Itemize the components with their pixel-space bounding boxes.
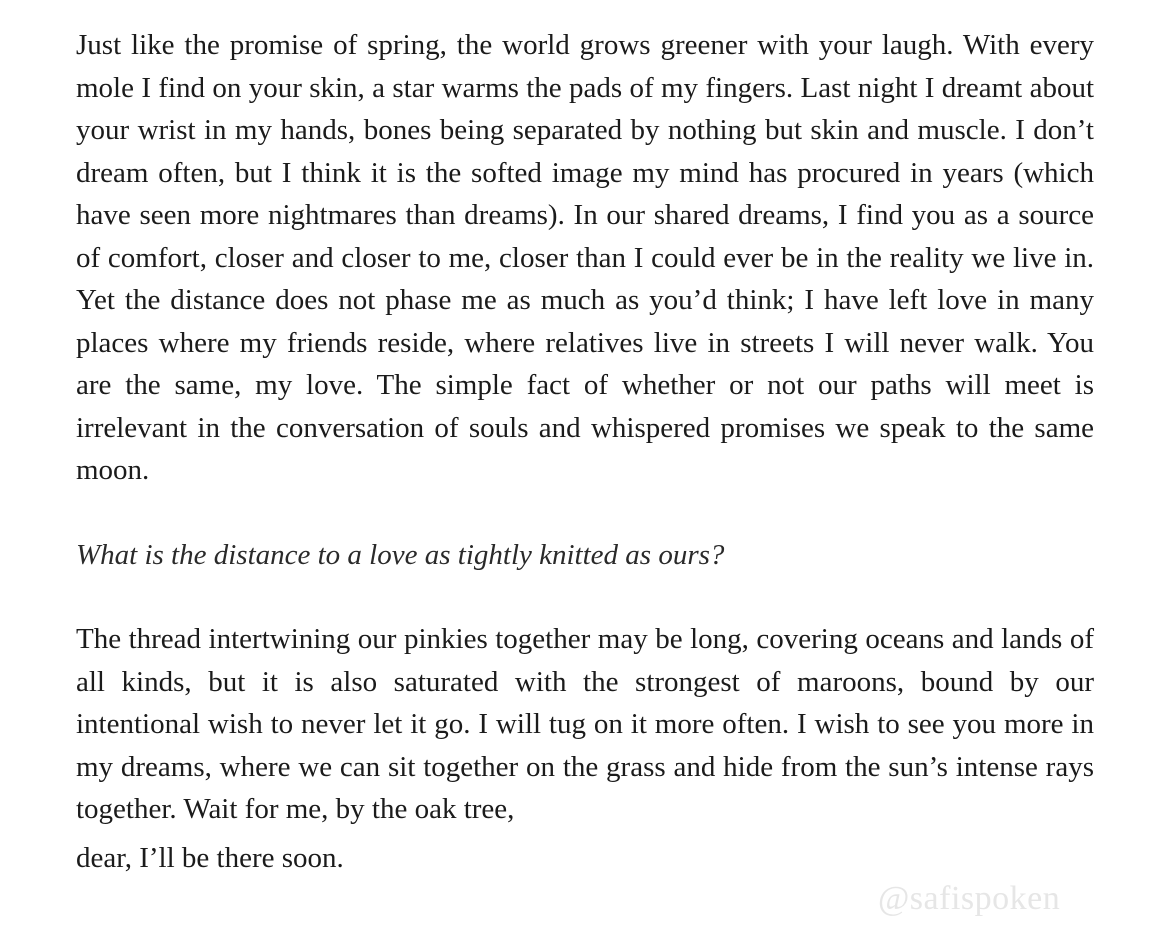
watermark: @safispoken bbox=[878, 880, 1061, 917]
closing-line: dear, I’ll be there soon. bbox=[76, 841, 344, 874]
paragraph-one: Just like the promise of spring, the world grows greener with your laugh. With every mole I find on your skin, a star warms the pads of my fingers. Last night I dreamt about your wrist in my hands, bones being separated by nothing but skin and muscle. I don’t dream often, but I think it is the softed image my mind has procured in years (which have seen more nightmares than dreams). In our shared dreams, I find you as a source of comfort, closer and closer to me, closer than I could ever be in the reality we live in. Yet the distance does not phase me as much as you’d think; I have left love in many places where my friends reside, where relatives live in streets I will never walk. You are the same, my love. The simple fact of whether or not our paths will meet is irrelevant in the conversation of souls and whispered promises we speak to the same moon. bbox=[76, 29, 1094, 486]
paragraph-two-body: The thread intertwining our pinkies together may be long, covering oceans and lands of all kinds, but it is also saturated with the strongest of maroons, bound by our intentional wish to never let it go. I will tug on it more often. I wish to see you more in my dreams, where we can sit together on the grass and hide from the sun’s intense rays together. Wait for me, by the oak tree, bbox=[76, 623, 1094, 825]
poem-page bbox=[76, 24, 1094, 879]
italic-question: What is the distance to a love as tightly knitted as ours? bbox=[76, 538, 725, 571]
paragraph-two bbox=[76, 618, 1094, 879]
